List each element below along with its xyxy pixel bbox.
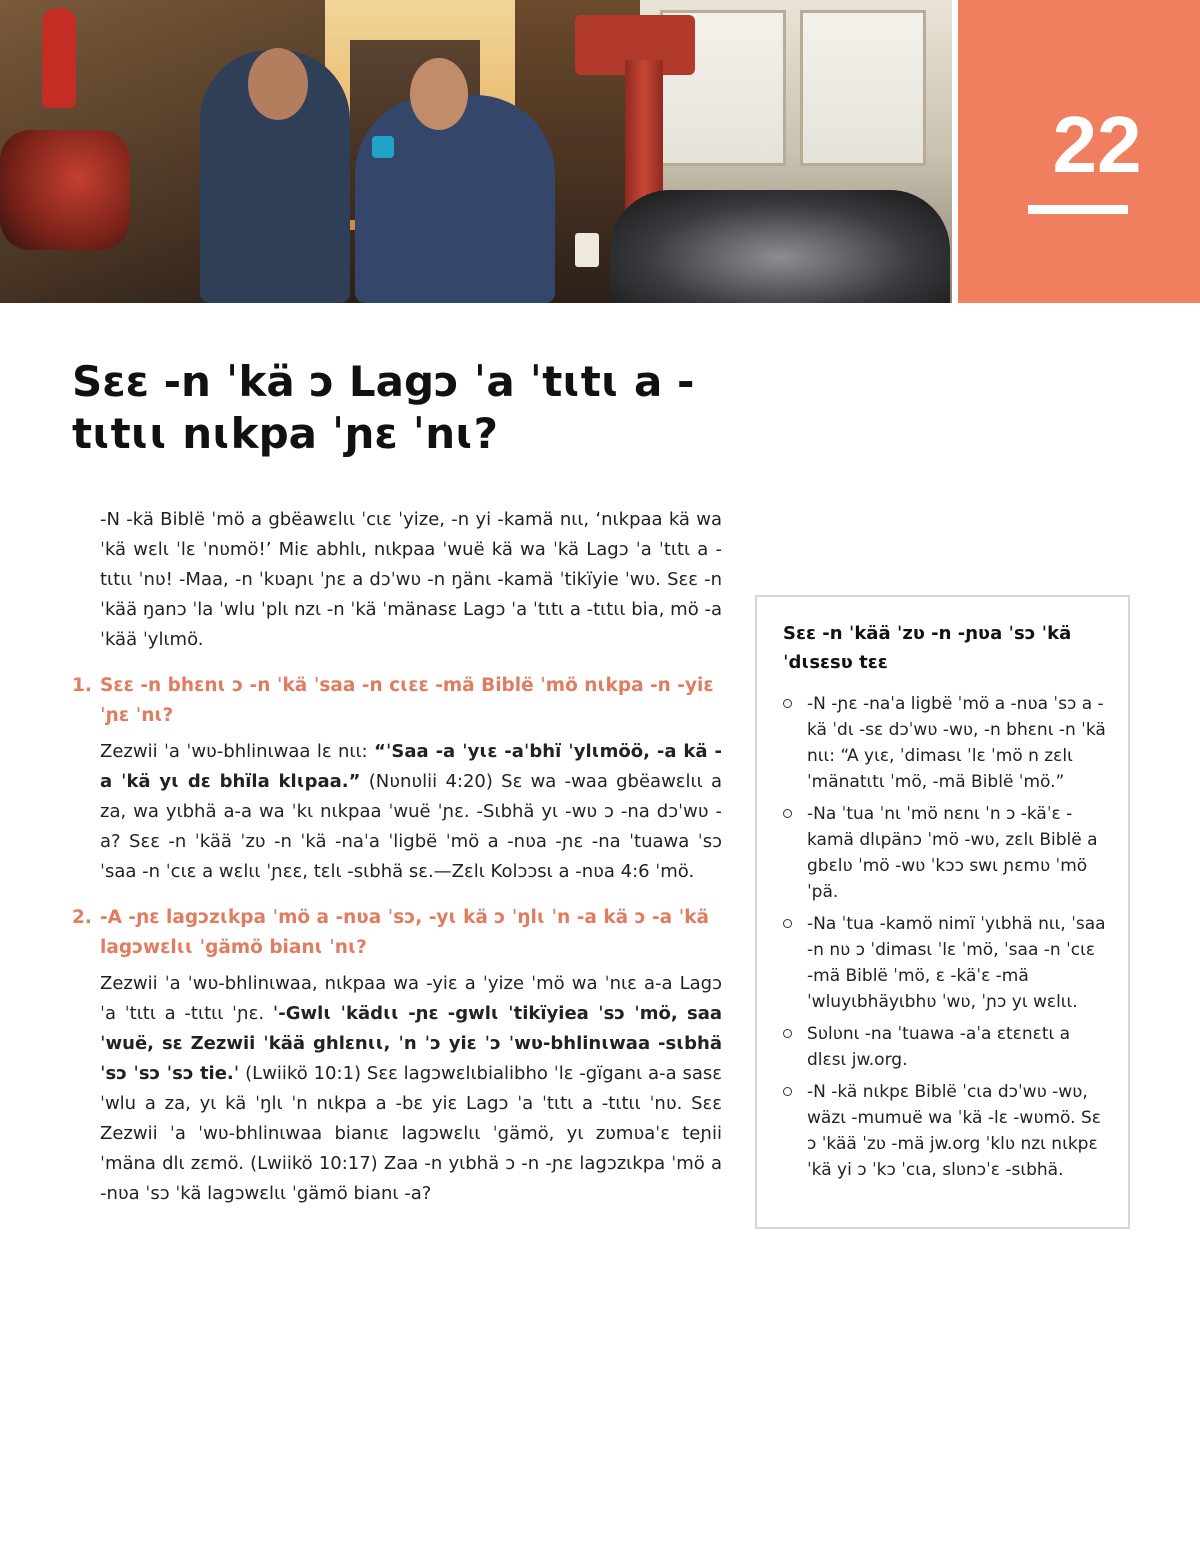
photo-fire-extinguisher — [42, 8, 76, 108]
sidebox-item: Sʋlʋnɩ -na ˈtuawa -aˈa ɛtɛnɛtɩ a dlɛsɩ jw.org. — [783, 1021, 1106, 1073]
sidebox-item: -N -kä nɩkpɛ Biblë ˈcɩa dɔˈwʋ -wʋ, wäzɩ -mumuë wa ˈkä -lɛ -wʋmö. Sɛ ɔ ˈkää ˈzʋ -mä jw.org ˈklʋ nzɩ nɩkpɛ ˈkä yi ɔ ˈkɔ ˈcɩa, slʋnɔˈɛ -sɩbhä. — [783, 1079, 1106, 1183]
photo-younger-man — [355, 95, 555, 303]
question-1-number: 1. — [72, 675, 92, 696]
sidebox-item: -Na ˈtua ˈnɩ ˈmö nɛnɩ ˈn ɔ -käˈɛ -kamä dlɩpänɔ ˈmö -wʋ, zɛlɩ Biblë a gbɛlʋ ˈmö -wʋ ˈkɔɔ swɩ ɲɛmʋ ˈmö ˈpä. — [783, 801, 1106, 905]
circle-bullet-icon — [783, 809, 792, 818]
answer-2-start: Zezwii ˈa ˈwʋ-bhlinɩwaa, nɩkpaa wa -yiɛ a ˈyize ˈmö wa ˈnɩɛ a-a Lagɔ ˈa ˈtɩtɩ a -tɩtɩɩ ˈɲɛ. — [100, 973, 722, 1024]
photo-phone — [372, 136, 394, 158]
photo-coffee-cup — [575, 233, 599, 267]
question-2-number: 2. — [72, 907, 92, 928]
circle-bullet-icon — [783, 1087, 792, 1096]
answer-2-quote: ˈ-Gwlɩ ˈkädɩɩ -ɲɛ -gwlɩ ˈtikïyiea ˈsɔ ˈmö, saa ˈwuë, sɛ Zezwii ˈkää ghlɛnɩɩ, ˈn ˈɔ yiɛ ˈɔ ˈwʋ-bhlinɩwaa -sɩbhä ˈsɔ ˈsɔ ˈsɔ tie.ˈ — [100, 1003, 722, 1084]
intro-paragraph: -N -kä Biblë ˈmö a gbëawɛlɩɩ ˈcɩɛ ˈyize, -n yi -kamä nɩɩ, ‘nɩkpaa kä wa ˈkä wɛlɩ ˈlɛ ˈnʋmö!’ Miɛ abhlɩ, nɩkpaa ˈwuë kä wa ˈkä Lagɔ ˈa ˈtɩtɩ a -tɩtɩɩ ˈnʋ! -Maa, -n ˈkʋaɲɩ ˈɲɛ a dɔˈwʋ -n ŋänɩ -kamä ˈtikïyie ˈwʋ. Sɛɛ -n ˈkää ŋanɔ ˈla ˈwlu ˈplɩ nzɩ -n ˈkä ˈmänasɛ Lagɔ ˈa ˈtɩtɩ a -tɩtɩɩ bia, mö -a ˈkää ˈylɩmö. — [100, 509, 722, 650]
question-1 — [72, 671, 722, 731]
sidebox-item: -N -ɲɛ -naˈa ligbë ˈmö a -nʋa ˈsɔ a -kä ˈdɩ -sɛ dɔˈwʋ -wʋ, -n bhɛnɩ -n ˈkä nɩɩ: “A yɩɛ, ˈdimasɩ ˈlɛ ˈmö n zɛlɩ ˈmänatɩtɩ ˈmö, -mä Biblë ˈmö.” — [783, 691, 1106, 795]
circle-bullet-icon — [783, 699, 792, 708]
photo-younger-man-head — [410, 58, 468, 130]
circle-bullet-icon — [783, 919, 792, 928]
answer-1-start: Zezwii ˈa ˈwʋ-bhlinɩwaa lɛ nɩɩ: — [100, 741, 375, 762]
photo-red-motorcycle — [0, 130, 130, 250]
main-column — [72, 505, 722, 1209]
question-1-text: Sɛɛ -n bhɛnɩ ɔ -n ˈkä ˈsaa -n cɩɛɛ -mä Biblë ˈmö nɩkpa -n -yiɛ ˈɲɛ ˈnɩ? — [100, 675, 714, 726]
sidebox-item: -Na ˈtua -kamö nimï ˈyɩbhä nɩɩ, ˈsaa -n nʋ ɔ ˈdimasɩ ˈlɛ ˈmö, ˈsaa -n ˈcɩɛ -mä Biblë ˈmö, ɛ -käˈɛ -mä ˈwluyɩbhäyɩbhʋ ˈwʋ, ˈɲɔ yɩ wɛlɩɩ. — [783, 911, 1106, 1015]
tips-sidebox — [755, 595, 1130, 1229]
sidebox-list — [783, 691, 1106, 1183]
answer-1-quote: “ˈSaa -a ˈyɩɛ -aˈbhï ˈylɩmöö, -a kä -a ˈkä yɩ dɛ bhïla klɩpaa.” — [100, 741, 722, 792]
page-title: Sɛɛ -n ˈkä ɔ Lagɔ ˈa ˈtɩtɩ a -tɩtɩɩ nɩkpa ˈɲɛ ˈnɩ? — [72, 357, 695, 458]
photo-black-motorcycle — [610, 190, 950, 303]
lesson-number: 22 — [1052, 100, 1142, 189]
photo-older-man-head — [248, 48, 308, 120]
lesson-number-rule — [1028, 205, 1128, 214]
answer-1-rest: (Nʋnʋlii 4:20) Sɛ wa -waa gbëawɛlɩɩ a za, wa yɩbhä a-a wa ˈkɩ nɩkpaa ˈwuë ˈɲɛ. -Sɩbhä yɩ -wʋ ɔ -na dɔˈwʋ -a? Sɛɛ -n ˈkää ˈzʋ -n ˈkä -naˈa ˈligbë ˈmö a -nʋa -ɲɛ -na ˈtuawa ˈsɔ ˈsaa -n ˈcɩɛ a wɛlɩɩ ˈɲɛɛ, tɛlɩ -sɩbhä sɛ.—Zɛlɩ Kolɔɔsɩ a -nʋa 4:6 ˈmö. — [100, 771, 722, 882]
answer-1-paragraph — [100, 737, 722, 887]
circle-bullet-icon — [783, 1029, 792, 1038]
question-2 — [72, 903, 722, 963]
header-photo — [0, 0, 952, 303]
lesson-number-panel — [958, 0, 1200, 303]
question-2-text: -A -ɲɛ lagɔzɩkpa ˈmö a -nʋa ˈsɔ, -yɩ kä ɔ ˈŋlɩ ˈn -a kä ɔ -a ˈkä lagɔwɛlɩɩ ˈgämö bianɩ ˈnɩ? — [100, 907, 710, 958]
sidebox-title: Sɛɛ -n ˈkää ˈzʋ -n -ɲʋa ˈsɔ ˈkä ˈdɩsɛsʋ tɛɛ — [783, 623, 1072, 673]
answer-2-paragraph — [100, 969, 722, 1209]
answer-2-rest: (Lwiikö 10:1) Sɛɛ lagɔwɛlɩbialibho ˈlɛ -gïganɩ a-a sasɛ ˈwlu a za, yɩ kä ˈŋlɩ ˈn nɩkpa a -bɛ yiɛ Lagɔ ˈa ˈtɩtɩ a -tɩtɩɩ ˈnʋ. Sɛɛ Zezwii ˈa ˈwʋ-bhlinɩwaa bianɩɛ lagɔwɛlɩɩ ˈgämö, yɩ zʋmʋaˈɛ teɲii ˈmäna dlɩ zɛmö. (Lwiikö 10:17) Zaa -n yɩbhä ɔ -n -ɲɛ lagɔzɩkpa ˈmö a -nʋa ˈsɔ ˈkä lagɔwɛlɩɩ ˈgämö bianɩ -a? — [100, 1063, 722, 1204]
